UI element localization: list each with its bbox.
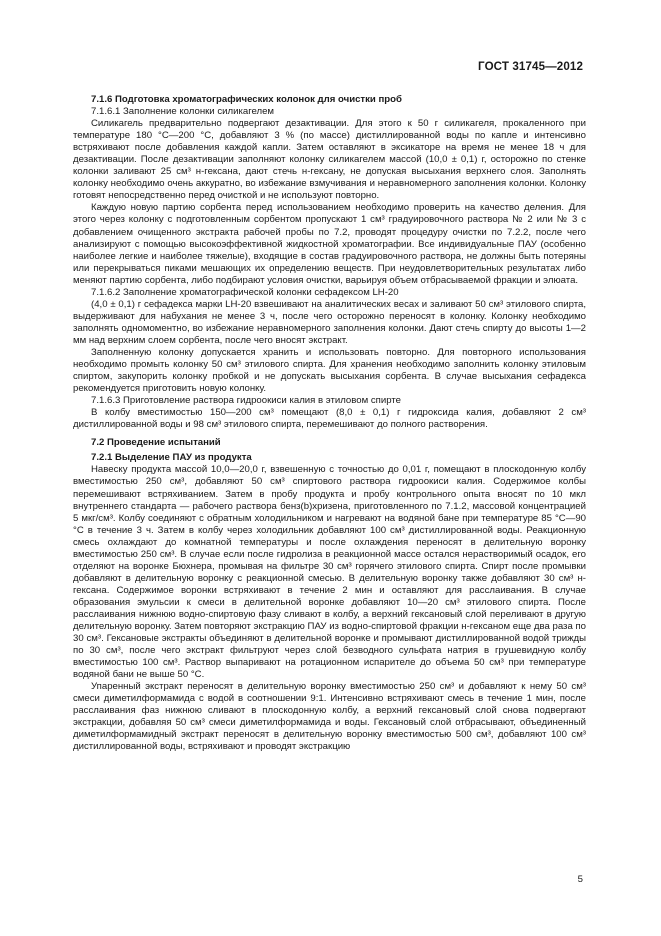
document-body bbox=[73, 94, 586, 754]
page-number: 5 bbox=[577, 874, 583, 885]
paragraph-dmf-extraction: Упаренный экстракт переносят в делительную воронку вместимостью 250 см³ и добавляют к нему 50 см³ смеси диметилформамида с водой в соотношении 9:1. Интенсивно встряхивают смесь в течение 1 мин, после расслаивания фаз нижнюю сливают в плоскодонную колбу, а верхний гексановый слой снова подвергают экстракции, добавляя 50 см³ смеси диметилформамида и воды. Гексановый слой отбрасывают, объединенный диметилформамидный экстракт переносят в делительную воронку вместимостью 500 см³, добавляют 100 см³ дистиллированной воды, встряхивают и проводят экстракцию bbox=[73, 681, 586, 753]
paragraph-deactivation: Силикагель предварительно подвергают дезактивации. Для этого к 50 г силикагеля, прокаленного при температуре 180 °С—200 °С, добавляют 3 % (по массе) дистиллированной воды по капле и интенсивно встряхивают после добавления каждой капли. Затем оставляют в эксикаторе на время не менее 18 ч для дезактивации. После дезактивации заполняют колонку силикагелем массой (10,0 ± 0,1) г, осторожно по стенке колонки заливают 25 см³ н-гексана, дают стечь н-гексану, не допуская высыхания верхнего слоя. Заполнять колонку необходимо очень аккуратно, во избежание взмучивания и неравномерного заполнения колонки. Колонку готовят непосредственно перед очисткой и не используют повторно. bbox=[73, 118, 586, 202]
section-heading-7-1-6: 7.1.6 Подготовка хроматографических колонок для очистки проб bbox=[91, 94, 402, 105]
paragraph-sephadex: (4,0 ± 0,1) г сефадекса марки LH-20 взвешивают на аналитических весах и заливают 50 см³ этилового спирта, выдерживают для набухания не менее 3 ч, после чего осторожно переносят в колонку. Колонку необходимо заполнять одномоментно, во избежание неравномерного заполнения колонки. Дают стечь спирту до высоты 1—2 мм над верхним слоем сорбента, после чего вносят экстракт. bbox=[73, 298, 586, 346]
subsection-7-1-6-3: 7.1.6.3 Приготовление раствора гидроокиси калия в этиловом спирте bbox=[91, 395, 401, 407]
section-heading-7-2-1: 7.2.1 Выделение ПАУ из продукта bbox=[91, 452, 252, 464]
paragraph-column-reuse: Заполненную колонку допускается хранить и использовать повторно. Для повторного использования необходимо промыть колонку 50 см³ этилового спирта. Для хранения необходимо заполнить колонку этиловым спиртом, закупорить колонку пробкой и не допускать высыхания сорбента. В случае высыхания сефадекса рекомендуется приготовить новую колонку. bbox=[73, 346, 586, 395]
subsection-7-1-6-1: 7.1.6.1 Заполнение колонки силикагелем bbox=[91, 106, 275, 118]
paragraph-sorbent-check: Каждую новую партию сорбента перед использованием необходимо проверить на качество деления. Для этого через колонку с подготовленным сорбентом пропускают 1 см³ градуировочного раствора № 2 или № 3 с добавлением очищенного экстракта рабочей пробы по 7.2, проводят процедуру очистки по 7.2.2, после чего анализируют с помощью высокоэффективной жидкостной хроматографии. Все индивидуальные ПАУ (особенно наиболее легкие и наиболее тяжелые), входящие в состав градуировочного раствора, не должны быть потеряны или перекрываться пиками мешающих их определению веществ. При неудовлетворительных результатах либо меняют партию сорбента, либо подбирают условия очистки, варьируя объем отбрасываемой фракции и элюата. bbox=[73, 202, 586, 286]
section-heading-7-2: 7.2 Проведение испытаний bbox=[91, 437, 221, 449]
subsection-7-1-6-2: 7.1.6.2 Заполнение хроматографической колонки сефадексом LH-20 bbox=[91, 286, 399, 298]
paragraph-pah-extraction: Навеску продукта массой 10,0—20,0 г, взвешенную с точностью до 0,01 г, помещают в плоскодонную колбу вместимостью 250 см³, добавляют 50 см³ спиртового раствора гидроокиси калия. Содержимое колбы перемешивают встряхиванием. Затем в пробу продукта и пробу контрольного опыта вносят по 10 мкл внутреннего стандарта — рабочего раствора бенз(b)хризена, приготовленного по 7.1.2, массовой концентрацией 5 мкг/см³. Колбу соединяют с обратным холодильником и нагревают на водяной бане при температуре 85 °С—90 °С в течение 3 ч. Затем в колбу через холодильник добавляют 100 см³ дистиллированной воды. Реакционную смесь охлаждают до комнатной температуры и после охлаждения переносят в делительную воронку вместимостью 250 см³. В случае если после гидролиза в реакционной массе остался нерастворимый осадок, его отделяют на воронке Бюхнера, промывая на фильтре 30 см³ горячего этилового спирта. Спирт после промывки добавляют в делительную воронку с реакционной смесью. В делительную воронку также добавляют 30 см³ н-гексана. Содержимое воронки встряхивают в течение 2 мин и оставляют для расслаивания. В случае образования эмульсии к смеси в делительной воронке добавляют 10—20 см³ этилового спирта. После расслаивания нижнюю водно-спиртовую фазу сливают в колбу, а верхний гексановый слой переливают в другую делительную воронку. Затем повторяют экстракцию ПАУ из водно-спиртовой фракции н-гексаном еще два раза по 30 см³. Гексановые экстракты объединяют в делительной воронке и промывают дистиллированной водой трижды по 30 см³, после чего экстракт фильтруют через слой безводного сульфата натрия в грушевидную колбу вместимостью 100 см³. Раствор выпаривают на ротационном испарителе до объема 50 см³ при температуре водяной бани не выше 50 °С. bbox=[73, 464, 586, 681]
paragraph-koh-solution: В колбу вместимостью 150—200 см³ помещают (8,0 ± 0,1) г гидроксида калия, добавляют 2 см³ дистиллированной воды и 98 см³ этилового спирта, перемешивают до полного растворения. bbox=[73, 407, 586, 431]
standard-header: ГОСТ 31745—2012 bbox=[478, 60, 583, 73]
